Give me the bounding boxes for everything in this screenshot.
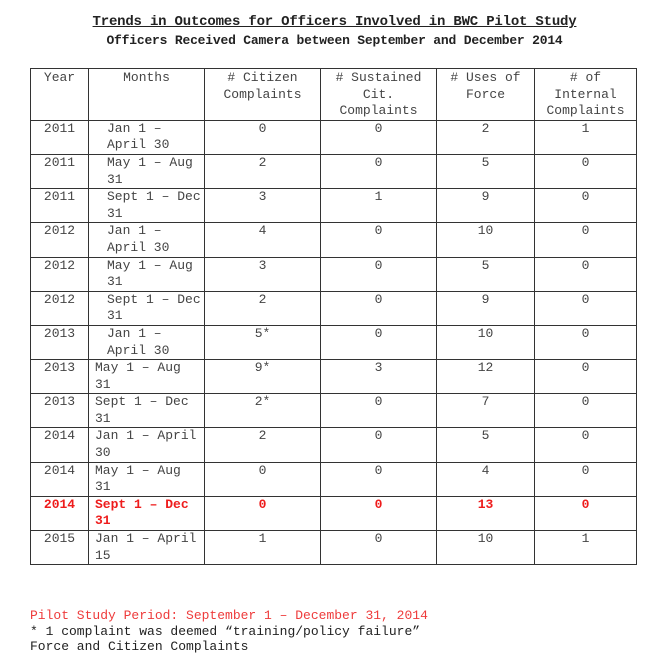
document-subtitle: Officers Received Camera between September and December 2014 <box>106 33 563 48</box>
cell-year: 2011 <box>31 154 89 188</box>
cell-internal-complaints: 0 <box>535 462 637 496</box>
cell-uses-of-force: 5 <box>437 257 535 291</box>
cell-year: 2012 <box>31 291 89 325</box>
cell-internal-complaints: 0 <box>535 394 637 428</box>
cell-uses-of-force: 4 <box>437 462 535 496</box>
cell-year: 2011 <box>31 120 89 154</box>
cell-year: 2012 <box>31 257 89 291</box>
table-row <box>31 120 637 154</box>
cell-months: Sept 1 – Dec 31 <box>89 291 205 325</box>
cell-uses-of-force: 2 <box>437 120 535 154</box>
cell-citizen-complaints: 2 <box>205 154 321 188</box>
cell-internal-complaints: 1 <box>535 531 637 565</box>
col-header-year: Year <box>31 69 89 121</box>
cell-citizen-complaints: 2 <box>205 428 321 462</box>
cell-uses-of-force: 10 <box>437 223 535 257</box>
table-row <box>31 257 637 291</box>
cell-year: 2014 <box>31 462 89 496</box>
cell-citizen-complaints: 0 <box>205 120 321 154</box>
footnote: * 1 complaint was deemed “training/policy failure” <box>30 623 421 639</box>
table-row <box>31 291 637 325</box>
table-row <box>31 360 637 394</box>
cell-sustained-complaints: 0 <box>321 531 437 565</box>
cell-internal-complaints: 0 <box>535 189 637 223</box>
table-row <box>31 531 637 565</box>
col-header-months: Months <box>89 69 205 121</box>
cell-months: Jan 1 – April 15 <box>89 531 205 565</box>
cell-uses-of-force: 7 <box>437 394 535 428</box>
cell-citizen-complaints: 4 <box>205 223 321 257</box>
cell-months: Jan 1 – April 30 <box>89 223 205 257</box>
cell-internal-complaints: 0 <box>535 360 637 394</box>
cell-citizen-complaints: 5* <box>205 325 321 359</box>
cell-citizen-complaints: 2* <box>205 394 321 428</box>
cell-internal-complaints: 0 <box>535 325 637 359</box>
cell-internal-complaints: 1 <box>535 120 637 154</box>
table-header-row <box>31 69 637 121</box>
cell-uses-of-force: 12 <box>437 360 535 394</box>
col-header-citizen-complaints: # Citizen Complaints <box>205 69 321 121</box>
cell-internal-complaints: 0 <box>535 154 637 188</box>
cell-sustained-complaints: 0 <box>321 394 437 428</box>
cell-citizen-complaints: 3 <box>205 189 321 223</box>
cell-internal-complaints: 0 <box>535 223 637 257</box>
table-row <box>31 394 637 428</box>
cell-year: 2014 <box>31 496 89 530</box>
table-row <box>31 496 637 530</box>
cell-citizen-complaints: 0 <box>205 462 321 496</box>
cell-months: Sept 1 – Dec 31 <box>89 496 205 530</box>
cell-sustained-complaints: 0 <box>321 496 437 530</box>
cell-months: Jan 1 – April 30 <box>89 120 205 154</box>
cell-uses-of-force: 9 <box>437 291 535 325</box>
cell-sustained-complaints: 0 <box>321 291 437 325</box>
caption: Force and Citizen Complaints <box>30 639 249 654</box>
cell-months: Sept 1 – Dec 31 <box>89 394 205 428</box>
cell-uses-of-force: 10 <box>437 531 535 565</box>
document-title: Trends in Outcomes for Officers Involved in BWC Pilot Study <box>92 14 577 30</box>
cell-months: Jan 1 – April 30 <box>89 325 205 359</box>
cell-citizen-complaints: 0 <box>205 496 321 530</box>
col-header-internal-complaints: # of Internal Complaints <box>535 69 637 121</box>
cell-months: Sept 1 – Dec 31 <box>89 189 205 223</box>
cell-citizen-complaints: 1 <box>205 531 321 565</box>
cell-internal-complaints: 0 <box>535 428 637 462</box>
cell-internal-complaints: 0 <box>535 496 637 530</box>
table-row <box>31 154 637 188</box>
cell-sustained-complaints: 0 <box>321 257 437 291</box>
cell-sustained-complaints: 1 <box>321 189 437 223</box>
pilot-period-note: Pilot Study Period: September 1 – December 31, 2014 <box>30 608 428 623</box>
cell-months: Jan 1 – April 30 <box>89 428 205 462</box>
table-row <box>31 325 637 359</box>
outcomes-table <box>30 68 637 565</box>
cell-uses-of-force: 13 <box>437 496 535 530</box>
cell-sustained-complaints: 0 <box>321 428 437 462</box>
table-row <box>31 462 637 496</box>
cell-year: 2013 <box>31 360 89 394</box>
cell-internal-complaints: 0 <box>535 257 637 291</box>
cell-sustained-complaints: 0 <box>321 462 437 496</box>
cell-year: 2015 <box>31 531 89 565</box>
cell-citizen-complaints: 9* <box>205 360 321 394</box>
cell-year: 2011 <box>31 189 89 223</box>
cell-year: 2012 <box>31 223 89 257</box>
cell-internal-complaints: 0 <box>535 291 637 325</box>
notes <box>30 608 428 655</box>
cell-months: May 1 – Aug 31 <box>89 154 205 188</box>
cell-months: May 1 – Aug 31 <box>89 360 205 394</box>
cell-uses-of-force: 10 <box>437 325 535 359</box>
cell-citizen-complaints: 3 <box>205 257 321 291</box>
cell-sustained-complaints: 0 <box>321 325 437 359</box>
table-row <box>31 223 637 257</box>
table-row <box>31 428 637 462</box>
cell-year: 2013 <box>31 325 89 359</box>
cell-sustained-complaints: 0 <box>321 223 437 257</box>
cell-sustained-complaints: 0 <box>321 120 437 154</box>
cell-months: May 1 – Aug 31 <box>89 257 205 291</box>
cell-sustained-complaints: 0 <box>321 154 437 188</box>
cell-citizen-complaints: 2 <box>205 291 321 325</box>
cell-year: 2014 <box>31 428 89 462</box>
cell-uses-of-force: 5 <box>437 428 535 462</box>
col-header-uses-of-force: # Uses of Force <box>437 69 535 121</box>
col-header-sustained-complaints: # Sustained Cit. Complaints <box>321 69 437 121</box>
cell-uses-of-force: 9 <box>437 189 535 223</box>
cell-months: May 1 – Aug 31 <box>89 462 205 496</box>
table-row <box>31 189 637 223</box>
cell-uses-of-force: 5 <box>437 154 535 188</box>
cell-year: 2013 <box>31 394 89 428</box>
cell-sustained-complaints: 3 <box>321 360 437 394</box>
